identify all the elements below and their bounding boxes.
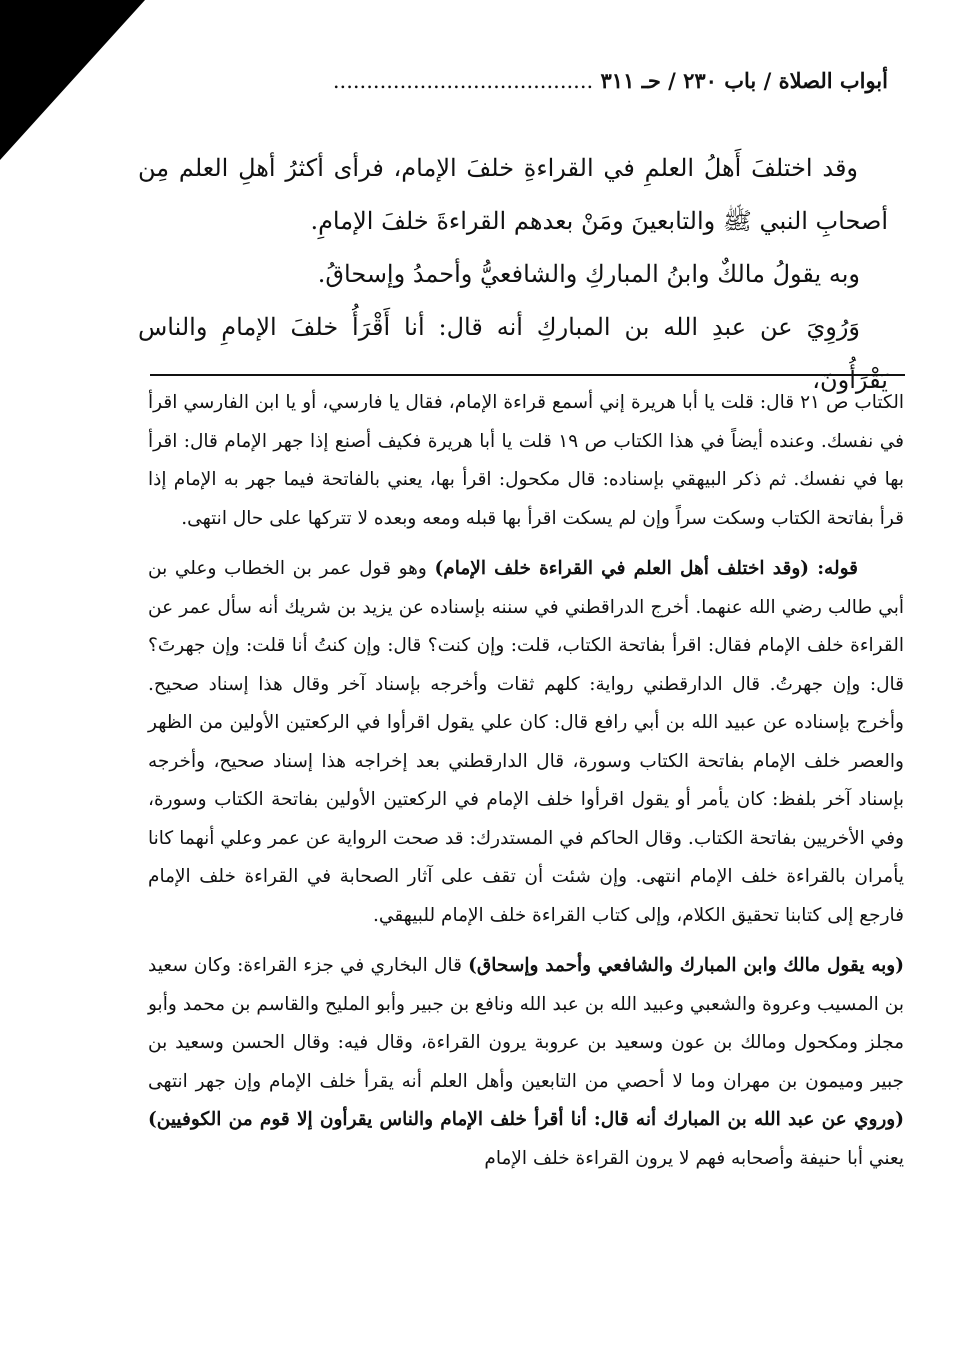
commentary-text: يعني أبا حنيفة وأصحابه فهم لا يرون القراءة خلف الإمام (484, 1147, 904, 1169)
main-paragraph: وَرُوِيَ عن عبدِ الله بن المباركِ أنه قال: أنا أَقْرَأُ خلفَ الإمامِ والناس يَقْرَأُونَ، (138, 313, 888, 394)
quoted-lemma: (وبه يقول مالك وابن المبارك والشافعي وأحمد وإسحاق) (468, 955, 904, 976)
commentary-paragraph: الكتاب ص ٢١ قال: قلت يا أبا هريرة إني أسمع قراءة الإمام، فقال يا فارسي، أو يا ابن الفارسي اقرأ في نفسك. وعنده أيضاً في هذا الكتاب ص ١٩ قلت يا أبا هريرة فكيف أصنع إذا جهر الإمام قال: اقرأ بها في نفسك. ثم ذكر البيهقي بإسناده: قال مكحول: اقرأ بها، يعني بالفاتحة فيما جهر به الإمام إذا قرأ بفاتحة الكتاب وسكت سراً وإن لم يسكت اقرأ بها قبله ومعه وبعده لا تتركها على حال انتهى. (148, 392, 904, 529)
separator-rule (150, 374, 905, 376)
commentary (148, 384, 904, 1178)
main-paragraph: وقد اختلفَ أَهلُ العلمِ في القراءةِ خلفَ الإمام، فرأى أكثرُ أهلِ العلم مِن أصحابِ النبي ﷺ والتابعينَ ومَنْ بعدهم القراءةَ خلفَ الإمامِ. (138, 154, 888, 235)
running-title: أبواب الصلاة / باب ٢٣٠ / حـ ٣١١ (600, 68, 888, 93)
main-paragraph: وبه يقولُ مالكٌ وابنُ المباركِ والشافعيُّ وأحمدُ وإسحاقُ. (317, 260, 860, 288)
main-text (138, 142, 888, 407)
commentary-text: قال البخاري في جزء القراءة: وكان سعيد بن المسيب وعروة والشعبي وعبيد الله بن عبد الله ونافع بن جبير وأبو المليح والقاسم بن محمد وأبو مجلز ومكحول ومالك بن عون وسعيد بن عروبة يرون القراءة، وقال فيه: وقال الحسن وسعيد بن جبير وميمون بن مهران وما لا أحصي من التابعين وأهل العلم أنه يقرأ خلف الإمام وإن جهر انتهى (148, 955, 904, 1092)
commentary-paragraph (148, 947, 904, 1178)
header-leader-dots: ....................................... (332, 69, 594, 93)
page-corner-shadow (0, 0, 145, 160)
commentary-paragraph (148, 550, 904, 935)
running-header (220, 68, 888, 93)
quoted-lemma: (وروي عن عبد الله بن المبارك أنه قال: أنا أقرأ خلف الإمام والناس يقرأون إلا قوم من الكوفيين) (148, 1109, 904, 1130)
quoted-lemma: قوله: (وقد اختلف أهل العلم في القراءة خلف الإمام) (434, 558, 858, 579)
commentary-text: وهو قول عمر بن الخطاب وعلي بن أبي طالب رضي الله عنهما. أخرج الدراقطني في سننه بإسناده عن يزيد بن شريك أنه سأل عمر عن القراءة خلف الإمام فقال: اقرأ بفاتحة الكتاب، قلت: وإن كنت؟ قال: وإن كنتُ أنا قلت: وإن جهرتَ؟ قال: وإن جهرتُ. قال الدارقطني رواية: كلهم ثقات وأخرجه بإسناد آخر وقال هذا إسناد صحيح. وأخرج بإسناده عن عبيد الله بن أبي رافع قال: كان علي يقول اقرأوا في الركعتين الأولين من الظهر والعصر خلف الإمام بفاتحة الكتاب وسورة، قال الدارقطني بعد إخراجه هذا إسناد صحيح، وأخرجه بإسناد آخر بلفظ: كان يأمر أو يقول اقرأوا خلف الإمام في الركعتين الأولين بفاتحة الكتاب وسورة، وفي الأخريين بفاتحة الكتاب. وقال الحاكم في المستدرك: قد صحت الرواية عن عمر وعلي أنهما كانا يأمران بالقراءة خلف الإمام انتهى. وإن شئت أن تقف على آثار الصحابة في القراءة خلف الإمام فارجع إلى كتابنا تحقيق الكلام، وإلى كتاب القراءة خلف الإمام للبيهقي. (148, 558, 904, 926)
